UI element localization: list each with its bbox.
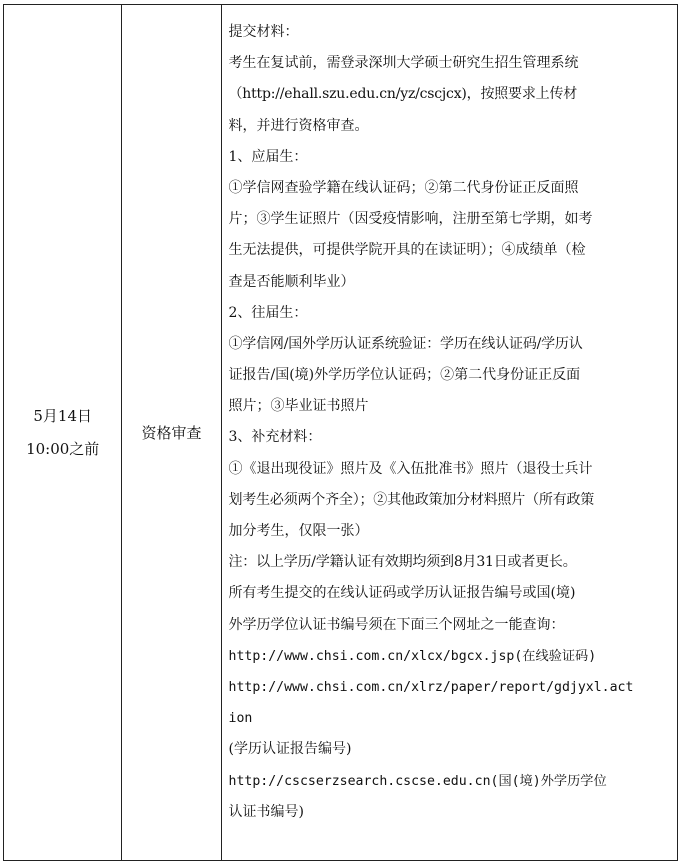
content-line: ①《退出现役证》照片及《入伍批准书》照片（退役士兵计 [228, 460, 593, 477]
time-line: 10:00之前 [26, 439, 100, 458]
content-line: 提交材料： [228, 24, 299, 40]
date-cell [4, 5, 122, 861]
url-line: ion [228, 711, 253, 727]
content-line: 照片；③毕业证书照片 [228, 398, 369, 415]
content-line: （http://ehall.szu.edu.cn/yz/cscjcx)，按照要求上传材 [228, 86, 578, 103]
content-line: 外学历学位认证书编号须在下面三个网址之一能查询： [228, 616, 565, 633]
stage-label: 资格审查 [141, 424, 202, 442]
content-line: 片；③学生证照片（因受疫情影响，注册至第七学期，如考 [228, 211, 593, 228]
url-line: http://cscserzsearch.cscse.edu.cn(国(境)外学历学位 [228, 773, 607, 789]
review-table [3, 4, 678, 861]
date-line: 5月14日 [33, 406, 93, 425]
content-line: 1、应届生： [228, 148, 308, 165]
content-line: (学历认证报告编号) [228, 741, 352, 758]
content-cell [221, 5, 678, 861]
content-line: 3、补充材料： [228, 429, 322, 446]
content-line: 所有考生提交的在线认证码或学历认证报告编号或国(境) [228, 585, 576, 602]
content-line: 查是否能顺利毕业） [228, 273, 355, 290]
content-line: 认证书编号) [228, 803, 304, 820]
table-row [4, 5, 678, 861]
content-line: 加分考生，仅限一张） [228, 523, 369, 539]
content-line: 料，并进行资格审查。 [228, 117, 369, 134]
content-line: ①学信网查验学籍在线认证码；②第二代身份证正反面照 [228, 179, 579, 196]
content-line: 证报告/国(境)外学历学位认证码；②第二代身份证正反面 [228, 367, 581, 384]
content-line: ①学信网/国外学历认证系统验证：学历在线认证码/学历认 [228, 335, 583, 352]
content-line: 2、往届生： [228, 304, 308, 321]
content-line: 划考生必须两个齐全）；②其他政策加分材料照片（所有政策 [228, 491, 595, 508]
stage-cell [122, 5, 221, 861]
url-line: http://www.chsi.com.cn/xlrz/paper/report/gdjyxl.act [228, 679, 634, 695]
content-line: 注：以上学历/学籍认证有效期均须到8月31日或者更长。 [228, 554, 577, 571]
url-line: http://www.chsi.com.cn/xlcx/bgcx.jsp(在线验证码) [228, 648, 597, 664]
content-line: 生无法提供，可提供学院开具的在读证明）；④成绩单（检 [228, 242, 586, 259]
content-line: 考生在复试前，需登录深圳大学硕士研究生招生管理系统 [228, 55, 579, 72]
